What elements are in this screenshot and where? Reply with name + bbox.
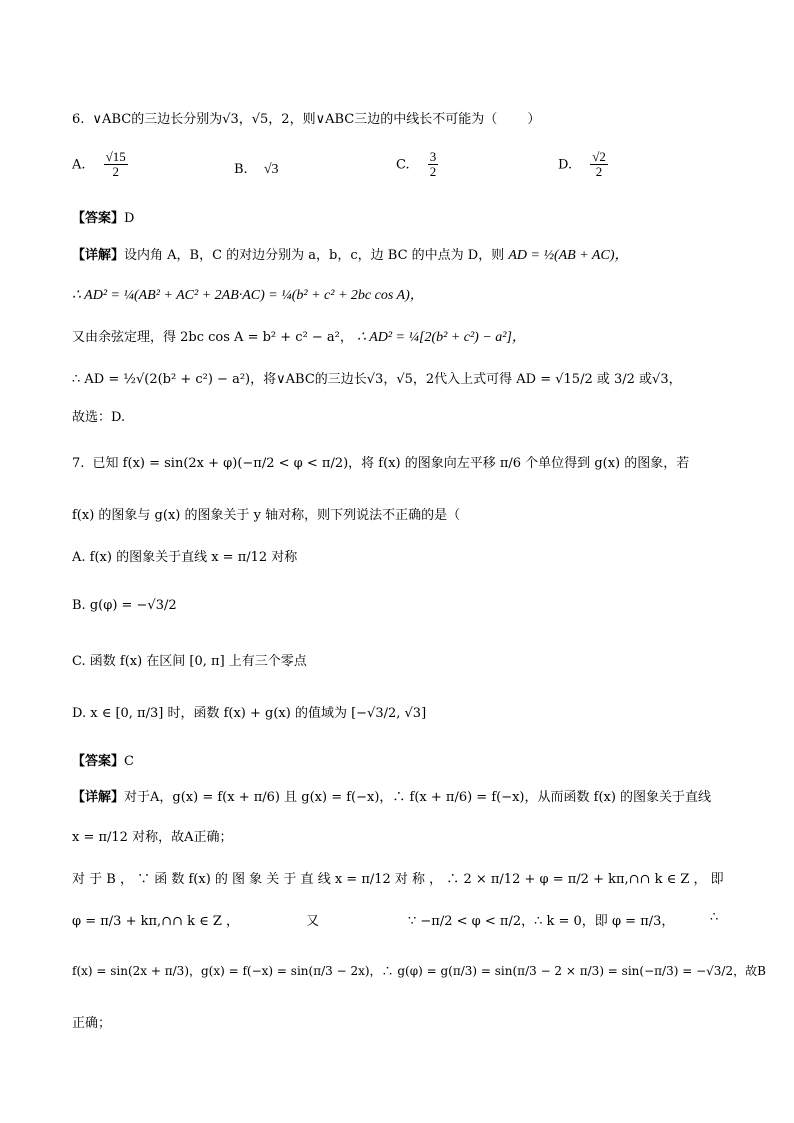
q7-option-c-text: C. 函数 f(x) 在区间 [0, π] 上有三个零点 xyxy=(72,654,307,669)
q7-detail-line-6 xyxy=(72,1012,794,1031)
q7-detail-4b: 又 xyxy=(306,914,320,929)
q6-option-c-label: C. xyxy=(396,157,410,173)
q7-stem-line-2 xyxy=(72,504,794,523)
q7-answer-tag: 【答案】 xyxy=(72,754,125,769)
q6-option-a-fraction xyxy=(104,150,128,180)
q6-detail-3b: ∴ AD² = ¼[2(b² + c²) − a²]， xyxy=(357,330,526,345)
q6-detail-3a: 又由余弦定理，得 2bc cos A = b² + c² − a²， xyxy=(72,330,353,345)
q7-stem-1: 已知 f(x) = sin(2x + φ)(−π/2 < φ < π/2)，将 f(x) 的图象向左平移 π/6 个单位得到 g(x) 的图象，若 xyxy=(92,456,690,471)
q6-detail-1a: 设内角 A，B，C 的对边分别为 a，b，c，边 BC 的中点为 D，则 xyxy=(124,248,505,263)
q6-detail-line-1 xyxy=(72,244,794,264)
q7-option-a-text: A. f(x) 的图象关于直线 x = π/12 对称 xyxy=(72,550,298,565)
q7-detail-2: x = π/12 对称，故A正确； xyxy=(72,830,233,845)
q7-detail-4d: ∴ xyxy=(710,910,719,925)
q6-detail-5: 故选：D. xyxy=(72,410,126,425)
q7-option-d xyxy=(72,702,794,721)
q7-detail-6: 正确； xyxy=(72,1016,112,1031)
q7-answer-value: C xyxy=(124,754,134,769)
q7-option-b-text: B. g(φ) = −√3/2 xyxy=(72,598,177,613)
q6-detail-4: ∴ AD = ½√(2(b² + c²) − a²)，将∨ABC的三边长√3，√5，2代入上式可得 AD = √15/2 或 3/2 或√3， xyxy=(72,372,682,387)
q7-detail-5: f(x) = sin(2x + π/3)，g(x) = f(−x) = sin(π/3 − 2x)，∴ g(φ) = g(π/3) = sin(π/3 − 2 × π/3) = sin(−π/3) = −√3/2，故B xyxy=(72,964,766,978)
q6-stem xyxy=(72,108,794,127)
q7-option-c xyxy=(72,650,794,669)
q6-option-d-num: √2 xyxy=(592,149,606,164)
q6-option-a-num: √15 xyxy=(105,149,126,164)
q7-detail-line-1 xyxy=(72,786,794,805)
q6-option-c-num: 3 xyxy=(429,149,437,164)
q7-option-b xyxy=(72,598,794,613)
q6-option-a-den: 2 xyxy=(112,164,119,180)
q6-option-d-fraction xyxy=(590,150,608,180)
q7-option-d-text: D. x ∈ [0, π/3] 时，函数 f(x) + g(x) 的值域为 [−√3/2, √3] xyxy=(72,706,427,721)
q7-detail-line-2 xyxy=(72,826,794,845)
q7-detail-tag: 【详解】 xyxy=(72,790,125,805)
q7-detail-1: 对于A，g(x) = f(x + π/6) 且 g(x) = f(−x)，∴ f(x + π/6) = f(−x)，从而函数 f(x) 的图象关于直线 xyxy=(124,790,712,805)
q7-stem-line-1 xyxy=(72,452,794,471)
q6-answer-value: D xyxy=(124,211,135,226)
q7-detail-4c: ∵ −π/2 < φ < π/2，∴ k = 0，即 φ = π/3， xyxy=(408,914,675,929)
q7-detail-4a: φ = π/3 + kπ,∩∩ k ∈ Z ， xyxy=(72,914,240,929)
q6-answer-tag: 【答案】 xyxy=(72,211,125,226)
q7-number: 7. xyxy=(72,456,85,471)
q7-stem-2: f(x) 的图象与 g(x) 的图象关于 y 轴对称，则下列说法不正确的是（ xyxy=(72,508,461,523)
q6-option-a-label: A. xyxy=(72,157,86,173)
q6-number: 6. xyxy=(72,112,85,127)
q6-detail-line-2 xyxy=(72,284,794,304)
q6-option-d-label: D. xyxy=(558,157,573,173)
q7-detail-3: 对 于 B ， ∵ 函 数 f(x) 的 图 象 关 于 直 线 x = π/12 对 称 ， ∴ 2 × π/12 + φ = π/2 + kπ,∩∩ k ∈ Z ， 即 xyxy=(72,872,724,887)
q6-detail-line-3 xyxy=(72,326,794,346)
q6-stem-paren: ） xyxy=(527,112,541,127)
q6-detail-1b: AD = ½(AB + AC)， xyxy=(508,248,629,263)
q6-option-c xyxy=(396,150,440,180)
q6-option-b-label: B. xyxy=(234,162,248,177)
q6-option-d-den: 2 xyxy=(595,164,603,180)
q6-option-d xyxy=(558,150,610,180)
q6-detail-2: ∴ AD² = ¼(AB² + AC² + 2AB·AC) = ¼(b² + c² + 2bc cos A)， xyxy=(72,288,424,303)
q7-detail-line-3 xyxy=(72,868,794,887)
q6-answer xyxy=(72,207,794,226)
q6-option-a xyxy=(72,150,130,180)
q7-option-a xyxy=(72,546,794,565)
q6-option-c-den: 2 xyxy=(429,164,437,180)
q6-stem-text: ∨ABC的三边长分别为√3，√5，2，则∨ABC三边的中线长不可能为（ xyxy=(92,112,498,127)
q7-answer xyxy=(72,750,794,769)
q7-detail-line-5 xyxy=(72,962,794,979)
q6-detail-line-5 xyxy=(72,406,794,425)
q6-option-b xyxy=(234,162,279,178)
q6-option-c-fraction xyxy=(428,150,439,180)
q6-option-b-value: √3 xyxy=(263,162,279,177)
q6-detail-line-4 xyxy=(72,368,794,387)
q6-detail-tag: 【详解】 xyxy=(72,248,125,263)
